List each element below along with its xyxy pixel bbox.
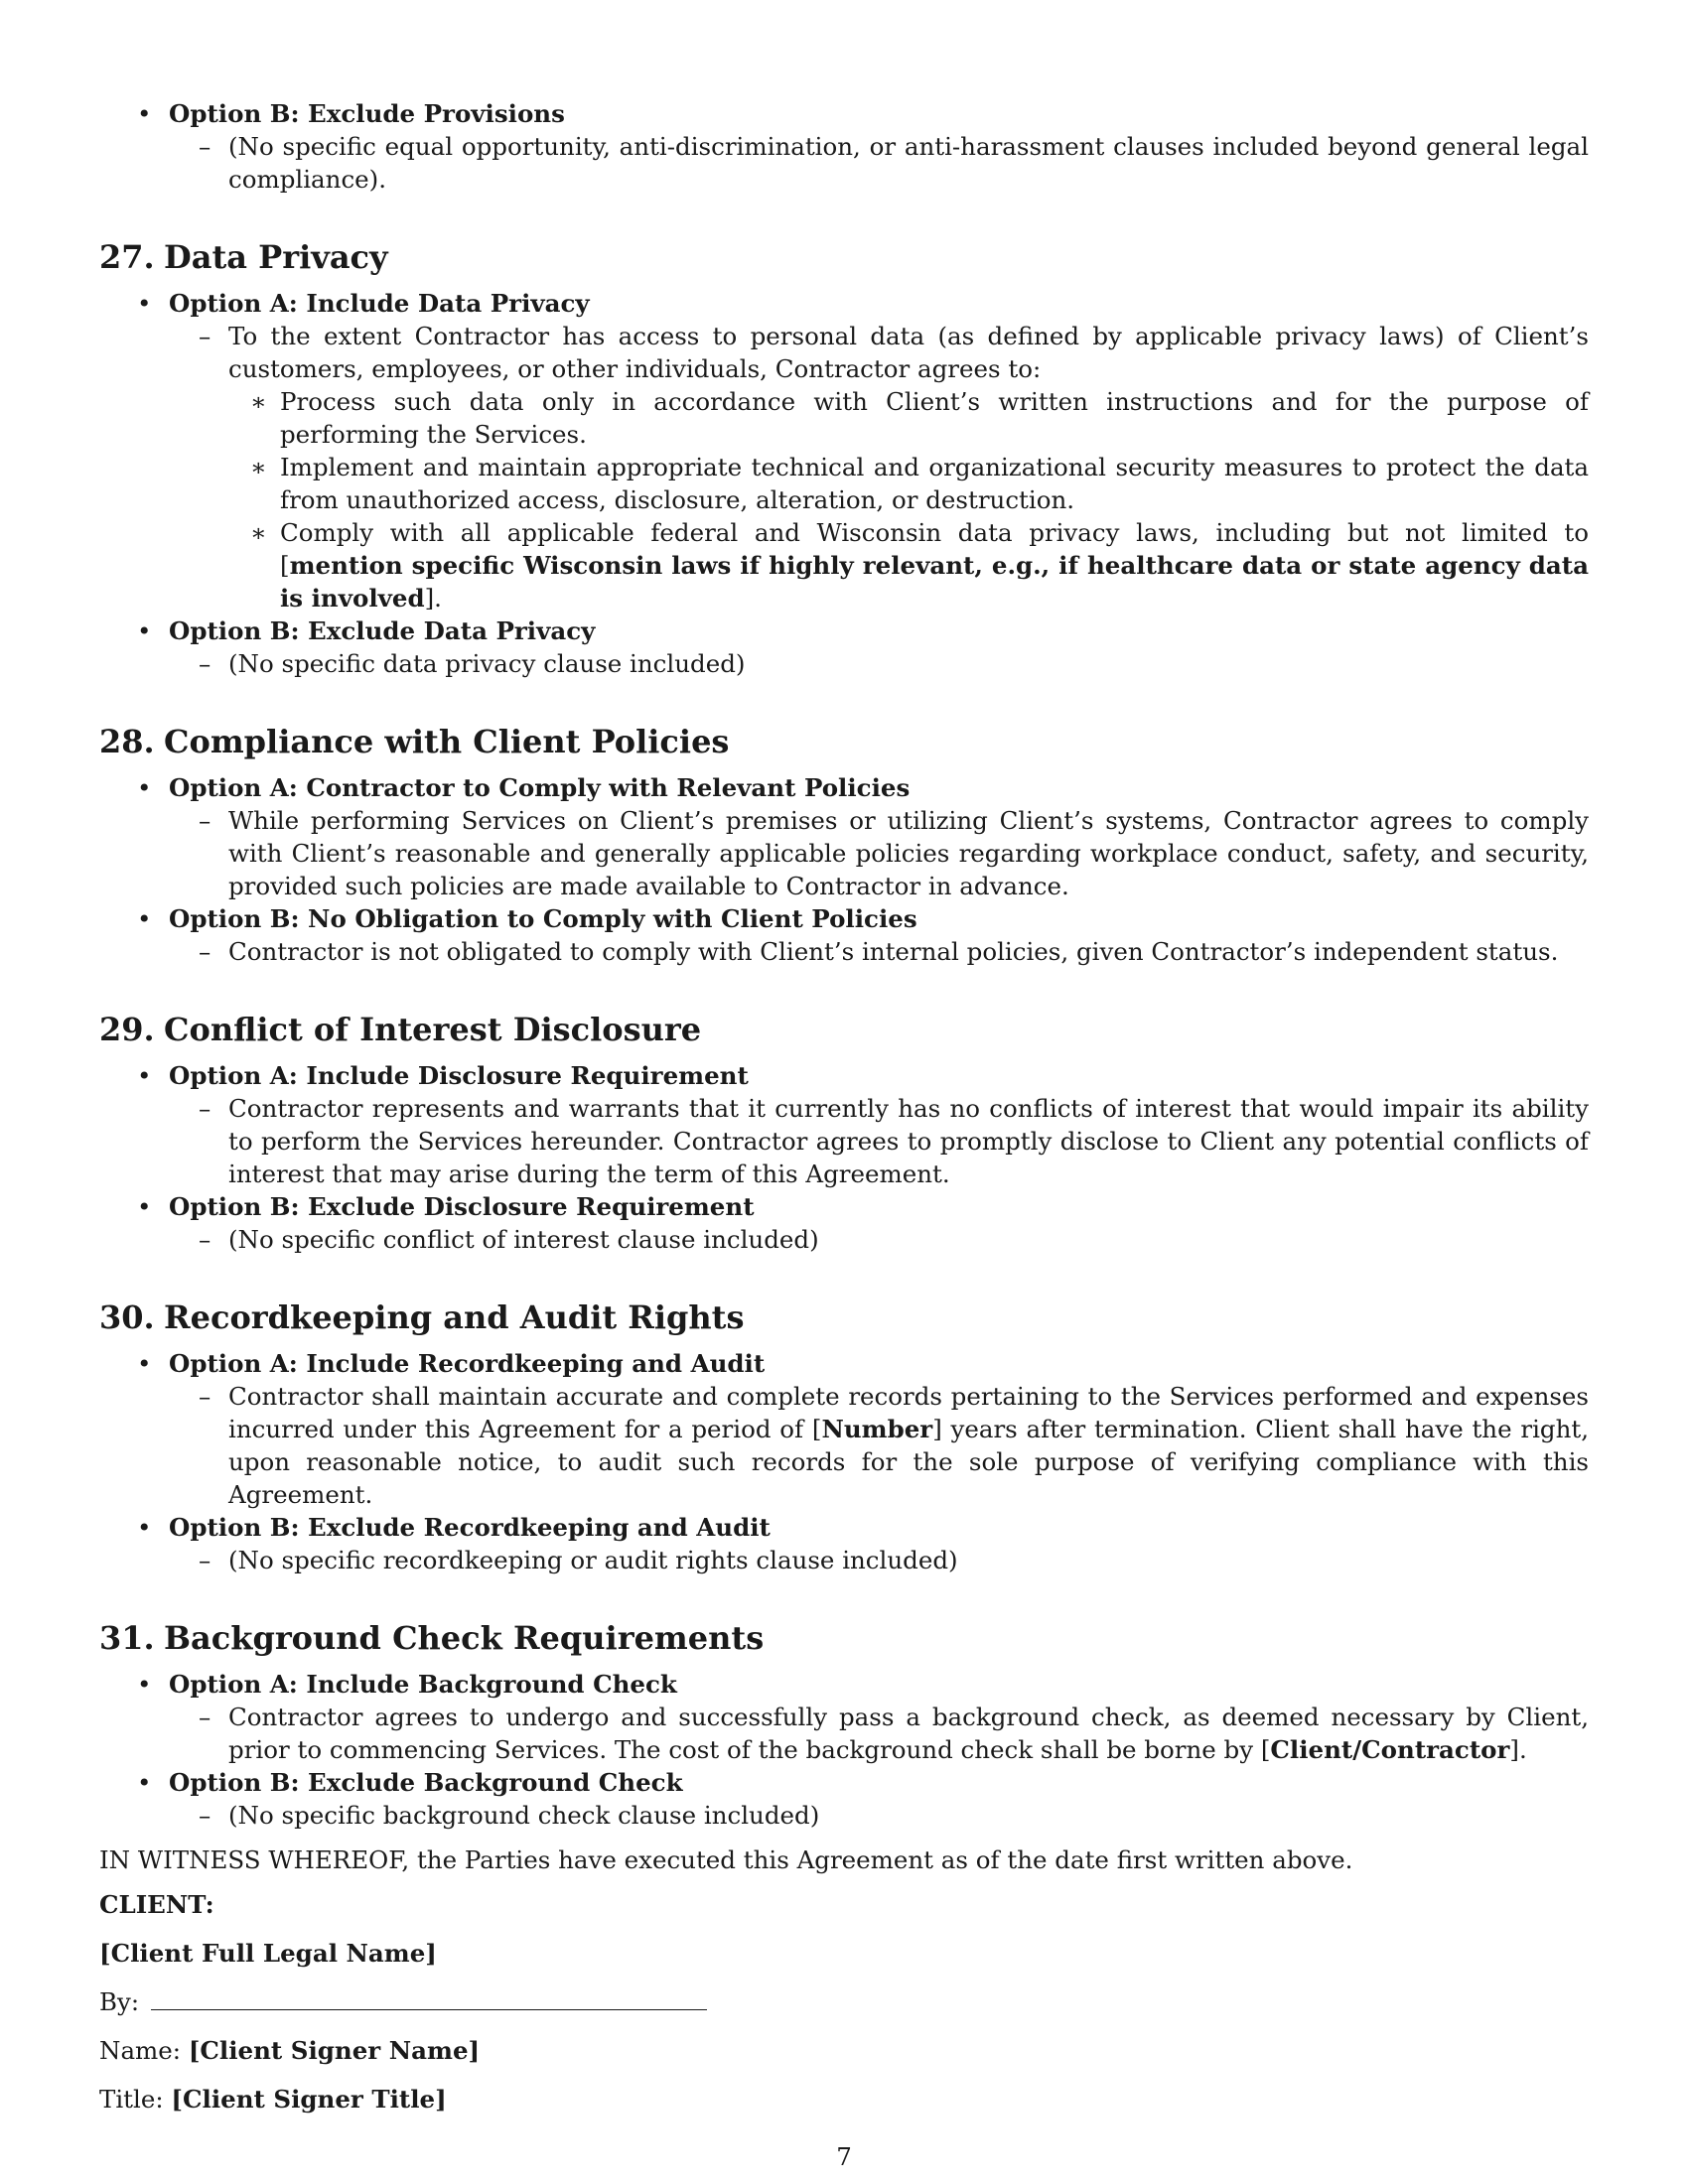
section-number: 29.	[99, 1011, 155, 1048]
option-text: – Contractor represents and warrants that it currently has no conflicts of interest that would impair its ability to perform the Services hereunder. Contractor agrees to promptly disclose to Client any potential conflicts of interest that may arise during the term of this Agreement.	[169, 1092, 1589, 1190]
signature-line-row	[99, 1985, 1589, 2018]
option-text-part: ] years after termination. Client shall have the right, upon reasonable notice, to audit such records for the sole purpose of verifying compliance with this Agreement.	[228, 1415, 1589, 1509]
option-text: – While performing Services on Client’s premises or utilizing Client’s systems, Contractor agrees to comply with Client’s reasonable and generally applicable policies regarding workplace conduct, safety, and security, provided such policies are made available to Contractor in advance.	[169, 804, 1589, 902]
option-text: – (No specific conflict of interest clause included)	[169, 1223, 1589, 1256]
option-label: Option B: Exclude Provisions	[169, 99, 565, 128]
option-a-item	[99, 287, 1589, 614]
option-list	[99, 1347, 1589, 1576]
option-list	[99, 287, 1589, 680]
placeholder-text: Number	[821, 1415, 933, 1443]
option-text-part: Contractor agrees to undergo and successfully pass a background check, as deemed necessary by Client, prior to commencing Services. The cost of the background check shall be borne by [	[228, 1703, 1589, 1764]
section-title: Background Check Requirements	[164, 1619, 765, 1657]
signature-line[interactable]	[151, 1985, 707, 2010]
section-title: Conflict of Interest Disclosure	[164, 1011, 702, 1048]
section-number: 30.	[99, 1298, 155, 1336]
section-number: 31.	[99, 1619, 155, 1657]
option-text-part: Contractor shall maintain accurate and complete records pertaining to the Services performed and expenses incurred under this Agreement for a period of [	[228, 1382, 1589, 1443]
page-number: 7	[836, 2142, 852, 2171]
option-label: Option B: No Obligation to Comply with Client Policies	[169, 904, 917, 933]
option-list	[99, 1059, 1589, 1256]
option-intro: To the extent Contractor has access to personal data (as defined by applicable privacy laws) of Client’s customers, employees, or other individuals, Contractor agrees to:	[228, 322, 1589, 383]
sub-text: ].	[424, 584, 442, 613]
option-label: Option B: Exclude Background Check	[169, 1768, 683, 1797]
signature-block	[99, 1888, 1589, 2116]
option-label: Option B: Exclude Disclosure Requirement	[169, 1192, 755, 1221]
name-label: Name:	[99, 2036, 182, 2065]
option-a-item	[99, 1059, 1589, 1190]
section-heading-28	[99, 722, 1589, 761]
sub-text: Comply with all applicable federal and Wisconsin data privacy laws, including but not limited to [	[280, 518, 1589, 580]
option-text: – (No specific recordkeeping or audit rights clause included)	[169, 1544, 1589, 1576]
option-text: – (No specific data privacy clause included)	[169, 647, 1589, 680]
option-a-item	[99, 1347, 1589, 1511]
option-text: – (No specific equal opportunity, anti-discrimination, or anti-harassment clauses included beyond general legal compliance).	[169, 130, 1589, 196]
client-legal-name: [Client Full Legal Name]	[99, 1939, 437, 1968]
option-a-item	[99, 771, 1589, 902]
document-page	[99, 97, 1589, 2131]
option-label: Option A: Include Background Check	[169, 1670, 677, 1699]
sub-item	[228, 516, 1589, 614]
option-b-item	[99, 97, 1589, 196]
section-number: 27.	[99, 238, 155, 276]
option-text: – (No specific background check clause included)	[169, 1799, 1589, 1832]
section-heading-31	[99, 1618, 1589, 1658]
signer-title: [Client Signer Title]	[171, 2085, 447, 2114]
title-label: Title:	[99, 2085, 164, 2114]
option-text: – Contractor is not obligated to comply with Client’s internal policies, given Contractor’s independent status.	[169, 935, 1589, 968]
option-label: Option B: Exclude Data Privacy	[169, 616, 596, 645]
option-b-item	[99, 1766, 1589, 1832]
witness-statement: IN WITNESS WHEREOF, the Parties have executed this Agreement as of the date first written above.	[99, 1845, 1353, 1874]
section-heading-27	[99, 237, 1589, 277]
option-label: Option A: Include Data Privacy	[169, 289, 590, 318]
option-label: Option A: Contractor to Comply with Relevant Policies	[169, 773, 911, 802]
signer-name: [Client Signer Name]	[188, 2036, 481, 2065]
option-list	[99, 771, 1589, 968]
placeholder-text: Client/Contractor	[1270, 1735, 1510, 1764]
option-list	[99, 1668, 1589, 1832]
option-text	[169, 1380, 1589, 1511]
option-label: Option A: Include Recordkeeping and Audit	[169, 1349, 766, 1378]
section-number: 28.	[99, 723, 155, 760]
sub-item: ∗ Implement and maintain appropriate technical and organizational security measures to protect the data from unauthorized access, disclosure, alteration, or destruction.	[228, 451, 1589, 516]
section-title: Data Privacy	[164, 238, 388, 276]
option-text	[169, 320, 1589, 614]
option-b-item	[99, 1190, 1589, 1256]
option-text-part: ].	[1509, 1735, 1527, 1764]
placeholder-text: mention specific Wisconsin laws if highly relevant, e.g., if healthcare data or state agency data is involved	[280, 551, 1589, 613]
option-a-item	[99, 1668, 1589, 1766]
option-list	[99, 97, 1589, 196]
option-b-item	[99, 614, 1589, 680]
section-heading-30	[99, 1297, 1589, 1337]
option-label: Option B: Exclude Recordkeeping and Audit	[169, 1513, 771, 1542]
by-label: By:	[99, 1987, 140, 2016]
option-b-item	[99, 1511, 1589, 1576]
section-title: Recordkeeping and Audit Rights	[164, 1298, 745, 1336]
party-label: CLIENT:	[99, 1890, 214, 1919]
option-label: Option A: Include Disclosure Requirement	[169, 1061, 749, 1090]
option-text	[169, 1701, 1589, 1766]
section-title: Compliance with Client Policies	[164, 723, 730, 760]
section-heading-29	[99, 1010, 1589, 1049]
option-b-item	[99, 902, 1589, 968]
sub-item: ∗ Process such data only in accordance with Client’s written instructions and for the purpose of performing the Services.	[228, 385, 1589, 451]
